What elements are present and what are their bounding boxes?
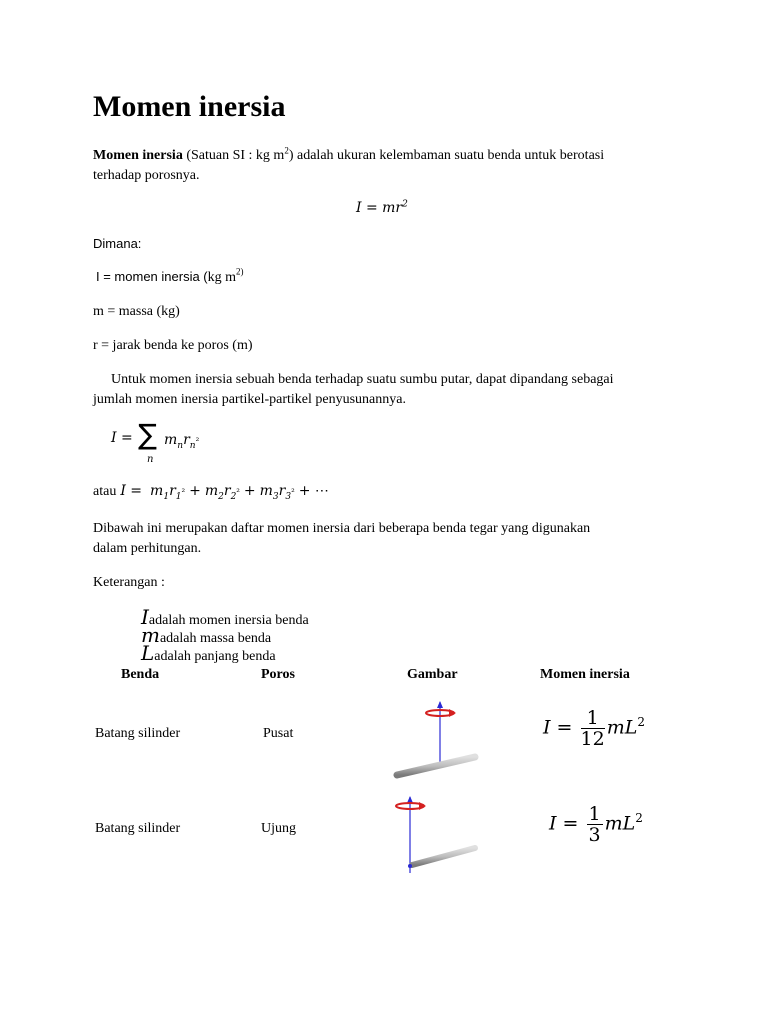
sum-term-m: m: [164, 432, 178, 448]
sum-para-line2: jumlah momen inersia partikel-partikel penyusunannya.: [93, 392, 406, 407]
sum-term: [164, 432, 200, 451]
sum-term-sub1: n: [177, 440, 184, 451]
axis-arrow-icon: [437, 701, 443, 708]
dimana-label: Dimana:: [93, 236, 142, 251]
definition-i-exp: 2): [236, 266, 244, 277]
row2-formula-lhs: I =: [549, 812, 579, 835]
atau-lhs: I =: [120, 483, 143, 499]
atau-word: atau: [93, 484, 117, 499]
row2-formula: [549, 804, 643, 845]
rod-center-axis-figure: [385, 700, 485, 790]
pivot-point-icon: [408, 864, 412, 868]
row1-fraction: $\frac{1}{12}$: [580, 707, 605, 750]
sum-term-sub2: n: [189, 440, 196, 451]
row1-poros: Pusat: [263, 726, 294, 741]
row1-benda: Batang silinder: [95, 726, 181, 741]
intro-unit-suffix: ): [288, 148, 294, 163]
list-para-line1: Dibawah ini merupakan daftar momen inersia dari beberapa benda tegar yang digunakan: [93, 521, 591, 536]
row2-poros: Ujung: [261, 821, 296, 836]
header-gambar: Gambar: [407, 667, 458, 682]
sum-index: n: [147, 454, 154, 465]
atau-formula: [93, 482, 329, 502]
legend-symbol-i: I: [141, 605, 149, 629]
list-para-line2: dalam perhitungan.: [93, 541, 202, 556]
row2-benda: Batang silinder: [95, 821, 181, 836]
sum-para-line1: Untuk momen inersia sebuah benda terhadap suatu sumbu putar, dapat dipandang sebagai: [111, 372, 614, 387]
sigma-symbol: ∑: [138, 418, 157, 451]
sum-term-r: r: [183, 432, 190, 448]
intro-line2: terhadap porosnya.: [93, 168, 200, 183]
axis-arrow-icon: [407, 796, 413, 803]
intro-paragraph: [93, 146, 693, 166]
rotation-arrow-icon: [419, 802, 426, 810]
header-benda: Benda: [121, 667, 160, 682]
page-title: Momen inersia: [93, 90, 286, 123]
rotation-arrow-icon: [449, 709, 456, 717]
row2-fraction: $\frac{1}{3}$: [588, 803, 601, 846]
header-momen-inersia: Momen inersia: [540, 667, 630, 682]
rod-shape: [397, 757, 475, 775]
rod-end-axis-figure: [385, 795, 485, 880]
legend-item-l: [141, 643, 276, 667]
atau-plus1: +: [189, 483, 201, 499]
definition-i: [96, 268, 244, 288]
legend-text-i: adalah momen inersia benda: [148, 613, 309, 628]
header-poros: Poros: [261, 667, 295, 682]
sum-formula-lhs: I =: [111, 430, 133, 446]
atau-tail: + ⋯: [298, 483, 329, 499]
row1-formula-lhs: I =: [543, 716, 573, 739]
legend-text-l: adalah panjang benda: [154, 649, 276, 664]
definition-i-label: I = momen inersia (: [96, 269, 208, 284]
legend-symbol-l: L: [141, 641, 155, 665]
keterangan-label: Keterangan :: [93, 575, 165, 590]
rod-shape: [412, 848, 475, 865]
intro-term: Momen inersia: [93, 148, 183, 163]
definition-i-unit: kg m: [207, 270, 237, 285]
main-formula: [356, 200, 408, 216]
legend-text-m: adalah massa benda: [159, 631, 272, 646]
row2-formula-exp: 2: [635, 811, 643, 826]
row2-formula-rhs: mL: [604, 812, 636, 835]
atau-term1: $m_1r_1^2$: [150, 483, 186, 502]
row1-formula-exp: 2: [637, 715, 645, 730]
intro-unit-prefix: (Satuan SI : kg m: [186, 148, 285, 163]
main-formula-lhs: I = mr: [356, 200, 403, 216]
row1-formula-rhs: mL: [606, 716, 638, 739]
atau-term2: $m_2r_2^2$: [204, 483, 240, 502]
definition-r: r = jarak benda ke poros (m): [93, 338, 253, 353]
intro-unit-exp: 2: [284, 145, 289, 156]
definition-m: m = massa (kg): [93, 304, 180, 319]
intro-line1-rest: adalah ukuran kelembaman suatu benda untuk berotasi: [293, 148, 605, 163]
legend-symbol-m: m: [141, 623, 160, 647]
atau-plus2: +: [243, 483, 256, 499]
atau-term3: $m_3r_3^2$: [259, 483, 295, 502]
row1-formula: [543, 708, 645, 749]
sum-term-exp: ²: [195, 437, 200, 447]
main-formula-exp: 2: [402, 199, 408, 210]
